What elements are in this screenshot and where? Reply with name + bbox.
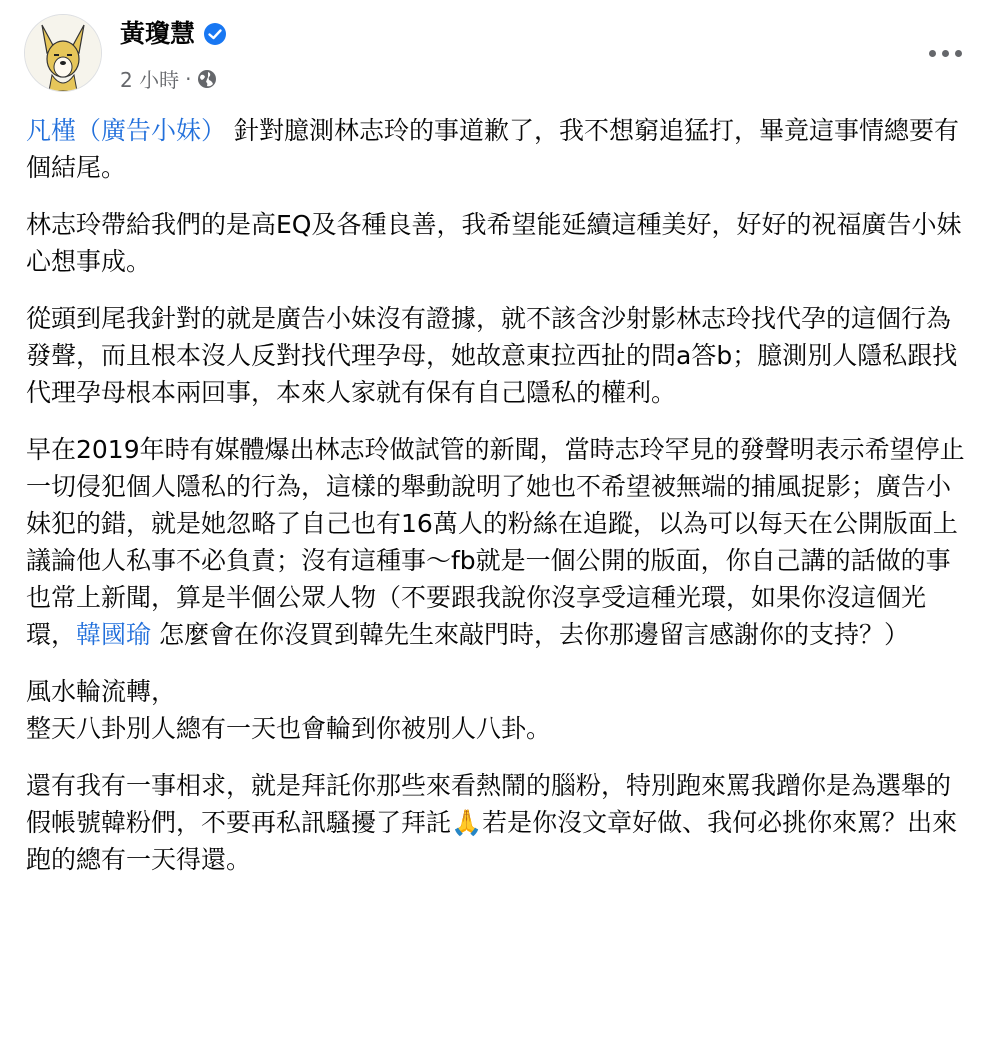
paragraph-text: 怎麼會在你沒買到韓先生來敲門時，去你那邊留言感謝你的支持？） bbox=[151, 620, 909, 649]
paragraph-text: 早在2019年時有媒體爆出林志玲做試管的新聞，當時志玲罕見的發聲明表示希望停止一切侵犯個人隱私的行為，這樣的舉動說明了她也不希望被無端的捕風捉影；廣告小妹犯的錯，就是她忽略了自己也有16萬人的粉絲在追蹤，以為可以每天在公開版面上議論他人私事不必負責；沒有這種事～fb就是一個公開的版面，你自己講的話做的事也常上新聞，算是半個公眾人物（不要跟我說你沒享受這種光環，如果你沒這個光環， bbox=[26, 435, 965, 649]
meta-separator: · bbox=[185, 66, 192, 91]
more-options-icon[interactable] bbox=[924, 38, 966, 68]
post-paragraph bbox=[26, 673, 966, 747]
author-name-row bbox=[120, 18, 227, 50]
post-paragraph bbox=[26, 300, 966, 411]
paragraph-text: 從頭到尾我針對的就是廣告小妹沒有證據，就不該含沙射影林志玲找代孕的這個行為發聲，而且根本沒人反對找代理孕母，她故意東拉西扯的問a答b；臆測別人隱私跟找代理孕母根本兩回事，本來人家就有保有自己隱私的權利。 bbox=[26, 304, 958, 407]
more-dot bbox=[955, 50, 962, 57]
dog-avatar-icon bbox=[25, 15, 101, 91]
post-timestamp[interactable]: 2 小時 bbox=[120, 68, 180, 92]
author-name[interactable]: 黃瓊慧 bbox=[120, 19, 196, 48]
paragraph-line: 整天八卦別人總有一天也會輪到你被別人八卦。 bbox=[26, 714, 552, 743]
paragraph-text: 若是你沒文章好做、我何必挑你來罵？出來跑的總有一天得還。 bbox=[26, 808, 958, 874]
more-dot bbox=[942, 50, 949, 57]
post-paragraph bbox=[26, 112, 966, 186]
post-paragraph bbox=[26, 767, 966, 878]
globe-icon[interactable] bbox=[197, 69, 217, 89]
paragraph-line: 風水輪流轉， bbox=[26, 677, 177, 706]
post-meta bbox=[120, 64, 217, 93]
post-body bbox=[26, 112, 966, 898]
paragraph-text: 還有我有一事相求，就是拜託你那些來看熱鬧的腦粉，特別跑來罵我蹭你是為選舉的假帳號韓粉們，不要再私訊騷擾了拜託 bbox=[26, 771, 952, 837]
praying-hands-icon: 🙏 bbox=[451, 808, 483, 837]
mention-link[interactable]: 韓國瑜 bbox=[76, 620, 152, 649]
more-dot bbox=[929, 50, 936, 57]
paragraph-text: 針對臆測林志玲的事道歉了，我不想窮追猛打，畢竟這事情總要有個結尾。 bbox=[26, 116, 959, 182]
post-paragraph bbox=[26, 431, 966, 653]
post-header bbox=[24, 14, 970, 94]
mention-link[interactable]: 凡槿（廣告小妹） bbox=[26, 116, 227, 145]
author-avatar[interactable] bbox=[24, 14, 102, 92]
verified-badge-icon bbox=[203, 22, 227, 46]
paragraph-text: 林志玲帶給我們的是高EQ及各種良善，我希望能延續這種美好，好好的祝福廣告小妹心想事成。 bbox=[26, 210, 962, 276]
post-paragraph bbox=[26, 206, 966, 280]
